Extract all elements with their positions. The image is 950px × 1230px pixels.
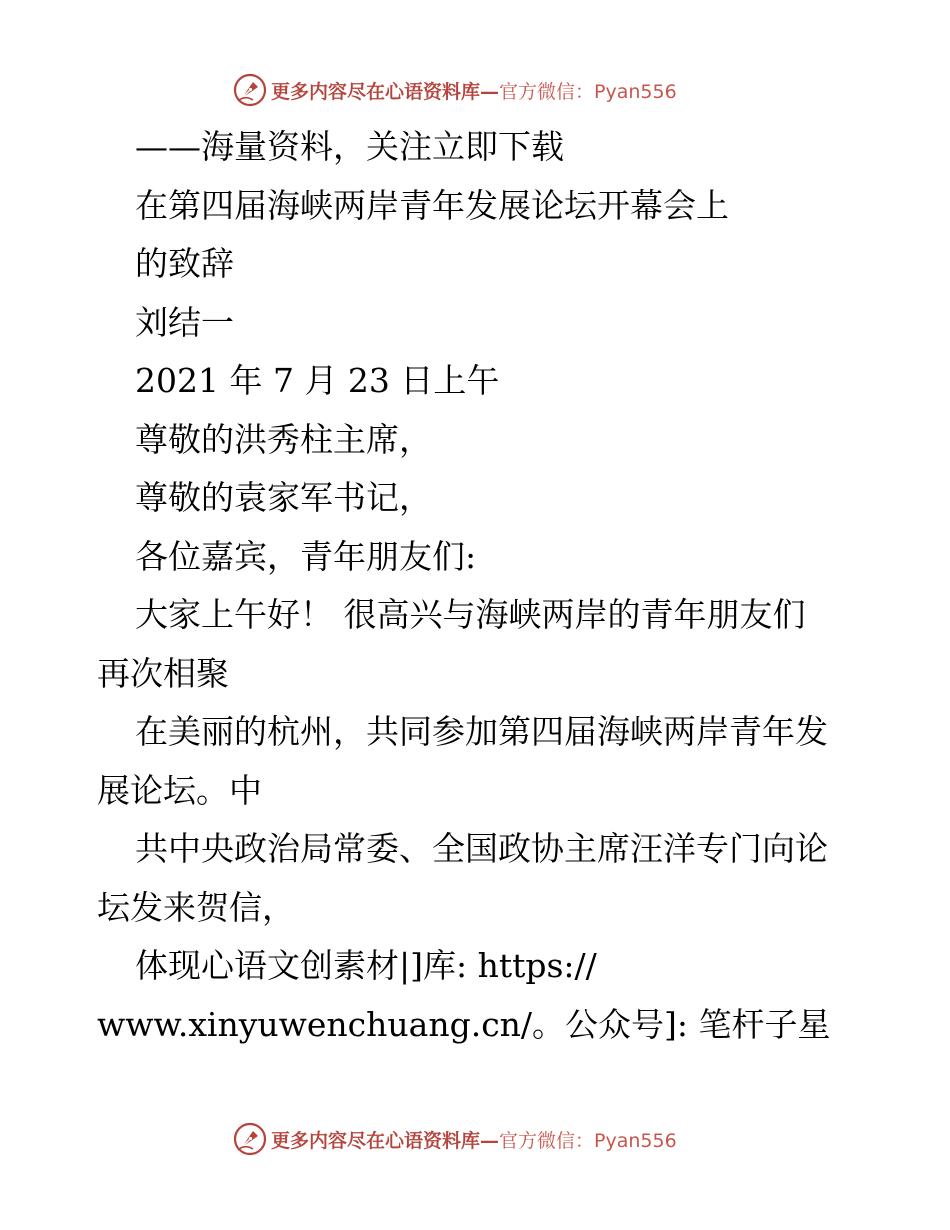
text-line-6: 尊敬的洪秀柱主席， (135, 419, 432, 459)
text-line-15: 体现心语文创素材|]库: https:// (135, 946, 597, 985)
text-line-4: 刘结一 (135, 302, 234, 342)
text-line-10: 再次相聚 (97, 653, 229, 693)
text-line-5: 2021 年 7 月 23 日上午 (135, 361, 500, 400)
pen-nib-logo-icon (233, 73, 267, 107)
header-watermark-banner (233, 73, 713, 107)
text-line-14: 坛发来贺信， (97, 887, 295, 927)
text-line-12: 展论坛。中 (97, 770, 262, 810)
text-line-16: www.xinyuwenchuang.cn/。公众号]: 笔杆子星 (97, 1004, 831, 1044)
text-line-8: 各位嘉宾，青年朋友们: (135, 536, 477, 576)
text-line-1: ——海量资料，关注立即下载 (135, 127, 564, 166)
header-banner-contact: 官方微信：Pyan556 (499, 80, 677, 103)
text-line-13: 共中央政治局常委、全国政协主席汪洋专门向论 (135, 829, 828, 868)
text-line-7: 尊敬的袁家军书记， (135, 478, 432, 517)
text-line-9: 大家上午好！ 很高兴与海峡两岸的青年朋友们 (135, 595, 806, 634)
footer-watermark-banner (233, 1122, 713, 1156)
footer-banner-contact: 官方微信：Pyan556 (499, 1129, 677, 1152)
footer-banner-text: 更多内容尽在心语资料库— (271, 1129, 500, 1152)
header-banner-text: 更多内容尽在心语资料库— (271, 80, 500, 103)
speech-body (97, 118, 867, 1054)
text-line-3: 的致辞 (135, 244, 234, 283)
text-line-2: 在第四届海峡两岸青年发展论坛开幕会上 (135, 185, 729, 225)
pen-nib-logo-icon (233, 1122, 267, 1156)
text-line-11: 在美丽的杭州，共同参加第四届海峡两岸青年发 (135, 712, 828, 751)
